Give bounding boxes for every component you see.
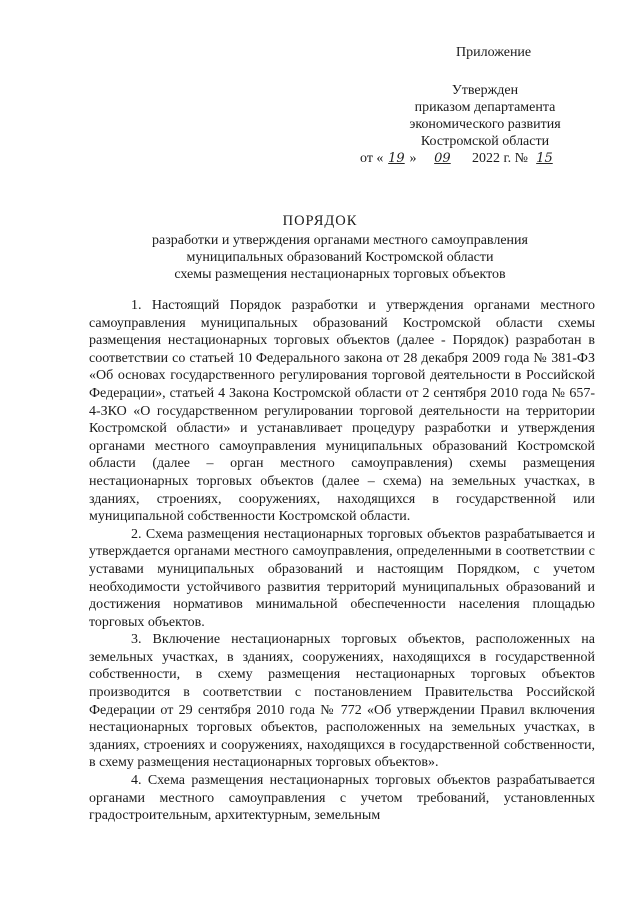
approval-block [360,82,610,167]
subtitle-line-2: муниципальных образований Костромской области [186,250,494,265]
date-year: 2022 г. № [471,151,528,166]
appendix-label: Приложение [456,45,532,60]
order-line-3: Костромской области [420,134,550,149]
document-subtitle [110,232,570,283]
order-date-line [360,150,610,167]
date-mid: » [409,151,417,166]
approved-label: Утвержден [451,83,519,98]
handwritten-day: 19 [388,151,405,166]
document-title: ПОРЯДОК [282,213,358,229]
document-body [89,297,595,825]
paragraph-1: 1. Настоящий Порядок разработки и утверждения органами местного самоуправления муниципальных образований Костромской области схемы размещения нестационарных торговых объектов (далее - Порядок) разработан в соответствии со статьей 10 Федерального закона от 28 декабря 2009 года № 381-ФЗ «Об основах государственного регулирования торговой деятельности в Российской Федерации», статьей 4 Закона Костромской области от 2 сентября 2010 года № 657-4-ЗКО «О государственном регулировании торговой деятельности на территории Костромской области» и устанавливает процедуру разработки и утверждения органами местного самоуправления муниципальных образований Костромской области (далее – орган местного самоуправления) схемы размещения нестационарных торговых объектов (далее – схема) на земельных участках, в зданиях, строениях, сооружениях, находящихся в государственной или муниципальной собственности Костромской области. [89,298,595,525]
order-line-1: приказом департамента [414,100,556,115]
handwritten-order-number: 15 [536,151,553,166]
handwritten-month: 09 [434,151,451,166]
subtitle-line-1: разработки и утверждения органами местного самоуправления [152,233,528,248]
paragraph-3: 3. Включение нестационарных торговых объектов, расположенных на земельных участках, в зданиях, сооружениях, находящихся в государственной собственности, в схему размещения нестационарных торговых объектов производится в соответствии с постановлением Правительства Российской Федерации от 29 сентября 2010 года № 772 «Об утверждении Правил включения нестационарных торговых объектов, расположенных на земельных участках, в зданиях, строениях и сооружениях, находящихся в государственной собственности, в схему размещения нестационарных торговых объектов». [89,632,595,771]
order-line-2: экономического развития [409,117,561,132]
date-prefix: от « [360,151,384,166]
paragraph-2: 2. Схема размещения нестационарных торговых объектов разрабатывается и утверждается органами местного самоуправления, определенными в соответствии с уставами муниципальных образований и настоящим Порядком, с учетом необходимости устойчивого развития территорий муниципальных образований и достижения нормативов минимальной обеспеченности населения площадью торговых объектов. [89,526,595,630]
paragraph-4: 4. Схема размещения нестационарных торговых объектов разрабатывается органами местного самоуправления с учетом требований, установленных градостроительным, архитектурным, земельным [89,773,595,824]
subtitle-line-3: схемы размещения нестационарных торговых объектов [174,267,506,282]
